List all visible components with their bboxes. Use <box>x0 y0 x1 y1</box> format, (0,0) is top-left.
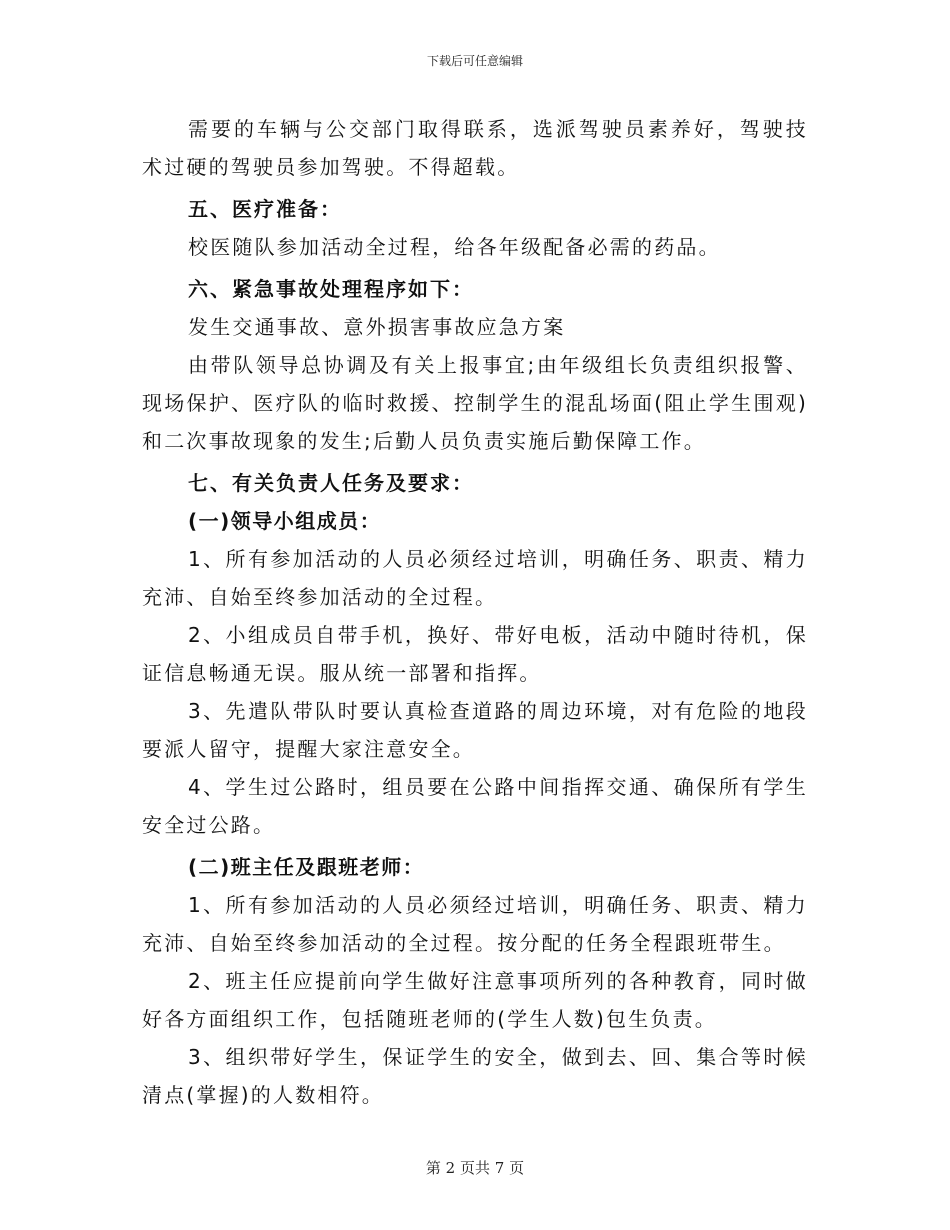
section-heading-medical: 五、医疗准备： <box>188 197 342 221</box>
page-footer: 第 2 页共 7 页 <box>425 1159 525 1177</box>
list-item-leadership-4: 4、学生过公路时，组员要在公路中间指挥交通、确保所有学生安全过公路。 <box>142 775 808 837</box>
list-item-teachers-1: 1、所有参加活动的人员必须经过培训，明确任务、职责、精力充沛、自始至终参加活动的全过程。按分配的任务全程跟班带生。 <box>142 893 808 955</box>
sub-heading-teachers: (二)班主任及跟班老师： <box>188 855 425 879</box>
document-body <box>142 110 808 1114</box>
paragraph-emergency-plan: 发生交通事故、意外损害事故应急方案 <box>188 315 566 339</box>
paragraph-vehicles: 需要的车辆与公交部门取得联系，选派驾驶员素养好，驾驶技术过硬的驾驶员参加驾驶。不得超载。 <box>142 117 808 179</box>
paragraph-medical: 校医随队参加活动全过程，给各年级配备必需的药品。 <box>188 235 721 259</box>
list-item-leadership-2: 2、小组成员自带手机，换好、带好电板，活动中随时待机，保证信息畅通无误。服从统一部署和指挥。 <box>142 623 808 685</box>
sub-heading-leadership: (一)领导小组成员： <box>188 509 382 533</box>
section-heading-responsibilities: 七、有关负责人任务及要求： <box>188 471 474 495</box>
list-item-teachers-3: 3、组织带好学生，保证学生的安全，做到去、回、集合等时候清点(掌握)的人数相符。 <box>142 1045 808 1107</box>
list-item-teachers-2: 2、班主任应提前向学生做好注意事项所列的各种教育，同时做好各方面组织工作，包括随班老师的(学生人数)包生负责。 <box>142 969 808 1031</box>
section-heading-emergency: 六、紧急事故处理程序如下： <box>188 277 474 301</box>
page-header: 下载后可任意编辑 <box>426 54 523 68</box>
list-item-leadership-1: 1、所有参加活动的人员必须经过培训，明确任务、职责、精力充沛、自始至终参加活动的全过程。 <box>142 547 808 609</box>
paragraph-emergency-procedure: 由带队领导总协调及有关上报事宜;由年级组长负责组织报警、现场保护、医疗队的临时救援、控制学生的混乱场面(阻止学生围观)和二次事故现象的发生;后勤人员负责实施后勤保障工作。 <box>142 353 808 453</box>
list-item-leadership-3: 3、先遣队带队时要认真检查道路的周边环境，对有危险的地段要派人留守，提醒大家注意安全。 <box>142 699 808 761</box>
